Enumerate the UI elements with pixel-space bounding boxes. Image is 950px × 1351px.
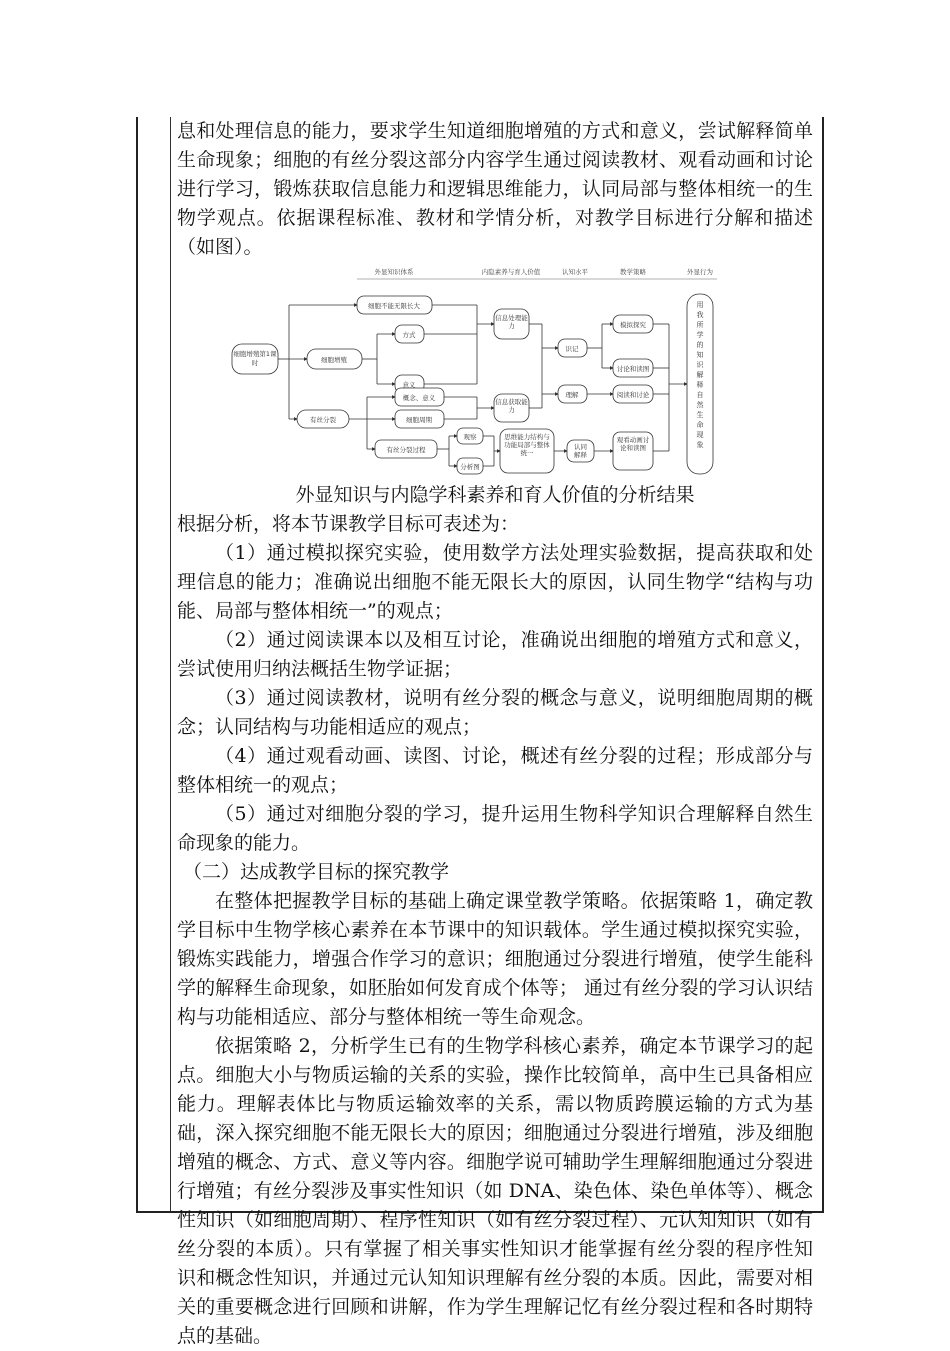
- node-understand: 理解: [565, 391, 579, 399]
- figure-col-header: 外显知识体系: [374, 268, 414, 276]
- strategy-paragraph-1: 在整体把握教学目标的基础上确定课堂教学策略。依据策略 1，确定教学目标中生物学核心素养在本节课中的知识载体。学生通过模拟探究实验，锻炼实践能力，增强合作学习的意识；细胞通过分裂进行增殖，使学生能科学的解释生命现象，如胚胎如何发育成个体等； 通过有丝分裂的学习认识结构与功能相适应、部分与整体相统一等生命观念。: [177, 890, 813, 1028]
- analysis-figure: [177, 264, 813, 479]
- node-cycle: 细胞周期: [406, 416, 432, 424]
- node-info-acquire: 信息获取能力: [495, 398, 528, 414]
- objective-3: （3）通过阅读教材，说明有丝分裂的概念与意义，说明细胞周期的概念；认同结构与功能相适应的观点；: [177, 687, 813, 738]
- objective-4: （4）通过观看动画、读图、讨论，概述有丝分裂的过程；形成部分与整体相统一的观点；: [177, 745, 813, 796]
- analysis-diagram: [177, 264, 813, 479]
- figure-col-header: 教学策略: [620, 268, 646, 276]
- objective-2: （2）通过阅读课本以及相互讨论，准确说出细胞的增殖方式和意义，尝试使用归纳法概括生物学证据；: [177, 629, 813, 680]
- figure-col-header: 认知水平: [562, 268, 588, 276]
- node-thinking: 思维能力结构与功能局部与整体统一: [504, 433, 550, 457]
- node-outcome: 用我所学的知识解释自然生命现象: [696, 301, 704, 449]
- lead-in: 根据分析，将本节课教学目标可表述为：: [177, 513, 520, 535]
- node-concept: 概念、意义: [402, 394, 436, 402]
- node-observe: 观察: [463, 433, 477, 441]
- node-read-discuss: 阅读和讨论: [616, 391, 650, 399]
- node-watch-animation: 观看动画讨论和读图: [616, 436, 650, 452]
- node-process: 有丝分裂过程: [386, 446, 426, 454]
- strategy-paragraph-2: 依据策略 2，分析学生已有的生物学科核心素养，确定本节课学习的起点。细胞大小与物质运输的关系的实验，操作比较简单，高中生已具备相应能力。理解表体比与物质运输效率的关系，需以物质跨膜运输的方式为基础，深入探究细胞不能无限长大的原因；细胞通过分裂进行增殖，涉及细胞增殖的概念、方式、意义等内容。细胞学说可辅助学生理解细胞通过分裂进行增殖；有丝分裂涉及事实性知识（如 DNA、染色体、染色单体等）、概念性知识（如细胞周期）、程序性知识（如有丝分裂过程）、元认知知识（如有丝分裂的本质）。只有掌握了相关事实性知识才能掌握有丝分裂的程序性知识和概念性知识，并通过元认知知识理解有丝分裂的本质。因此，需要对相关的重要概念进行回顾和讲解，作为学生理解记忆有丝分裂过程和各时期特点的基础。: [177, 1035, 813, 1347]
- node-mode: 方式: [402, 331, 416, 339]
- objective-1: （1）通过模拟探究实验，使用数学方法处理实验数据，提高获取和处理信息的能力；准确说出细胞不能无限长大的原因，认同生物学“结构与功能、局部与整体相统一”的观点；: [177, 542, 813, 622]
- objective-5: （5）通过对细胞分裂的学习，提升运用生物科学知识合理解释自然生命现象的能力。: [177, 803, 813, 854]
- node-recognize: 识记: [565, 345, 579, 353]
- table-cell-content: [177, 117, 813, 1351]
- node-mitosis: 有丝分裂: [310, 416, 336, 424]
- node-limit: 细胞不能无限长大: [368, 302, 420, 310]
- section-heading: （二）达成教学目标的探究教学: [183, 861, 450, 883]
- table-column-separator: [170, 117, 171, 1211]
- node-info-ability: 信息处理能力: [495, 314, 528, 330]
- node-meaning: 意义: [402, 381, 416, 389]
- figure-col-header: 内隐素养与育人价值: [481, 268, 541, 276]
- node-root: 细胞增殖第1课时: [233, 350, 277, 367]
- intro-paragraph: 息和处理信息的能力，要求学生知道细胞增殖的方式和意义，尝试解释简单生命现象；细胞的有丝分裂这部分内容学生通过阅读教材、观看动画和讨论进行学习，锻炼获取信息能力和逻辑思维能力，认同局部与整体相统一的生物学观点。依据课程标准、教材和学情分析，对教学目标进行分解和描述（如图）。: [177, 120, 813, 258]
- node-apply: 认同解释: [574, 443, 587, 459]
- node-analyze: 分析图: [460, 463, 480, 471]
- figure-caption: 外显知识与内隐学科素养和育人价值的分析结果: [295, 484, 695, 506]
- node-discuss-read: 讨论和读图: [616, 365, 650, 373]
- node-simulation: 模拟探究: [620, 321, 646, 329]
- node-proliferation: 细胞增殖: [321, 356, 347, 364]
- figure-col-header: 外显行为: [687, 268, 713, 276]
